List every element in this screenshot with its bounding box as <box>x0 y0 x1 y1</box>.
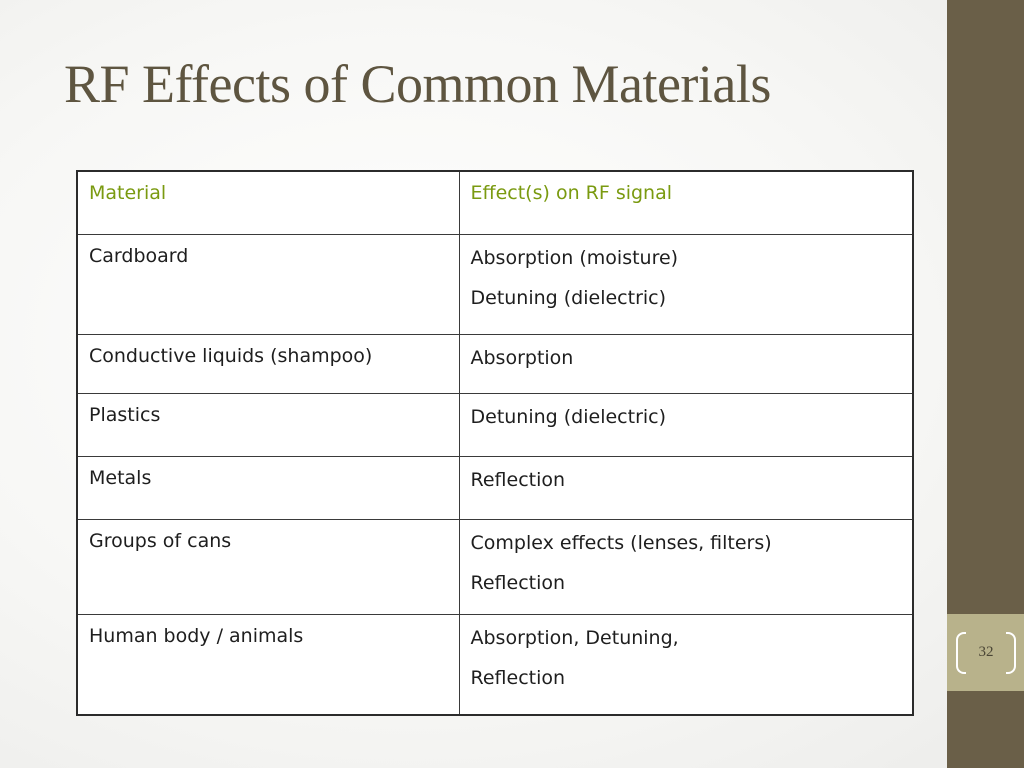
effect-line: Detuning (dielectric) <box>470 405 667 428</box>
effect-line: Absorption (moisture) <box>470 246 679 269</box>
header-effects: Effect(s) on RF signal <box>459 171 913 234</box>
table-row <box>77 456 913 519</box>
materials-table <box>76 170 914 716</box>
table-row <box>77 234 913 334</box>
material-cell: Conductive liquids (shampoo) <box>77 334 459 393</box>
slide-title: RF Effects of Common Materials <box>64 54 771 114</box>
page-number: 32 <box>978 644 994 660</box>
material-cell: Metals <box>77 456 459 519</box>
table-row <box>77 614 913 715</box>
effect-line: Absorption <box>470 346 574 369</box>
table-row <box>77 519 913 614</box>
effect-line: Complex effects (lenses, filters) <box>470 531 772 554</box>
effects-cell <box>459 519 913 614</box>
table-row <box>77 334 913 393</box>
material-cell: Human body / animals <box>77 614 459 715</box>
effects-cell <box>459 234 913 334</box>
table-header-row <box>77 171 913 234</box>
material-cell: Groups of cans <box>77 519 459 614</box>
table-row <box>77 393 913 456</box>
effect-line: Detuning (dielectric) <box>470 286 667 309</box>
effects-cell <box>459 334 913 393</box>
effects-cell <box>459 393 913 456</box>
effect-line: Absorption, Detuning, <box>470 626 679 649</box>
effects-cell <box>459 456 913 519</box>
effects-cell <box>459 614 913 715</box>
material-cell: Cardboard <box>77 234 459 334</box>
effect-line: Reflection <box>470 666 566 689</box>
page-number-box <box>956 632 1016 676</box>
effect-line: Reflection <box>470 468 566 491</box>
effect-line: Reflection <box>470 571 566 594</box>
material-cell: Plastics <box>77 393 459 456</box>
header-material: Material <box>77 171 459 234</box>
